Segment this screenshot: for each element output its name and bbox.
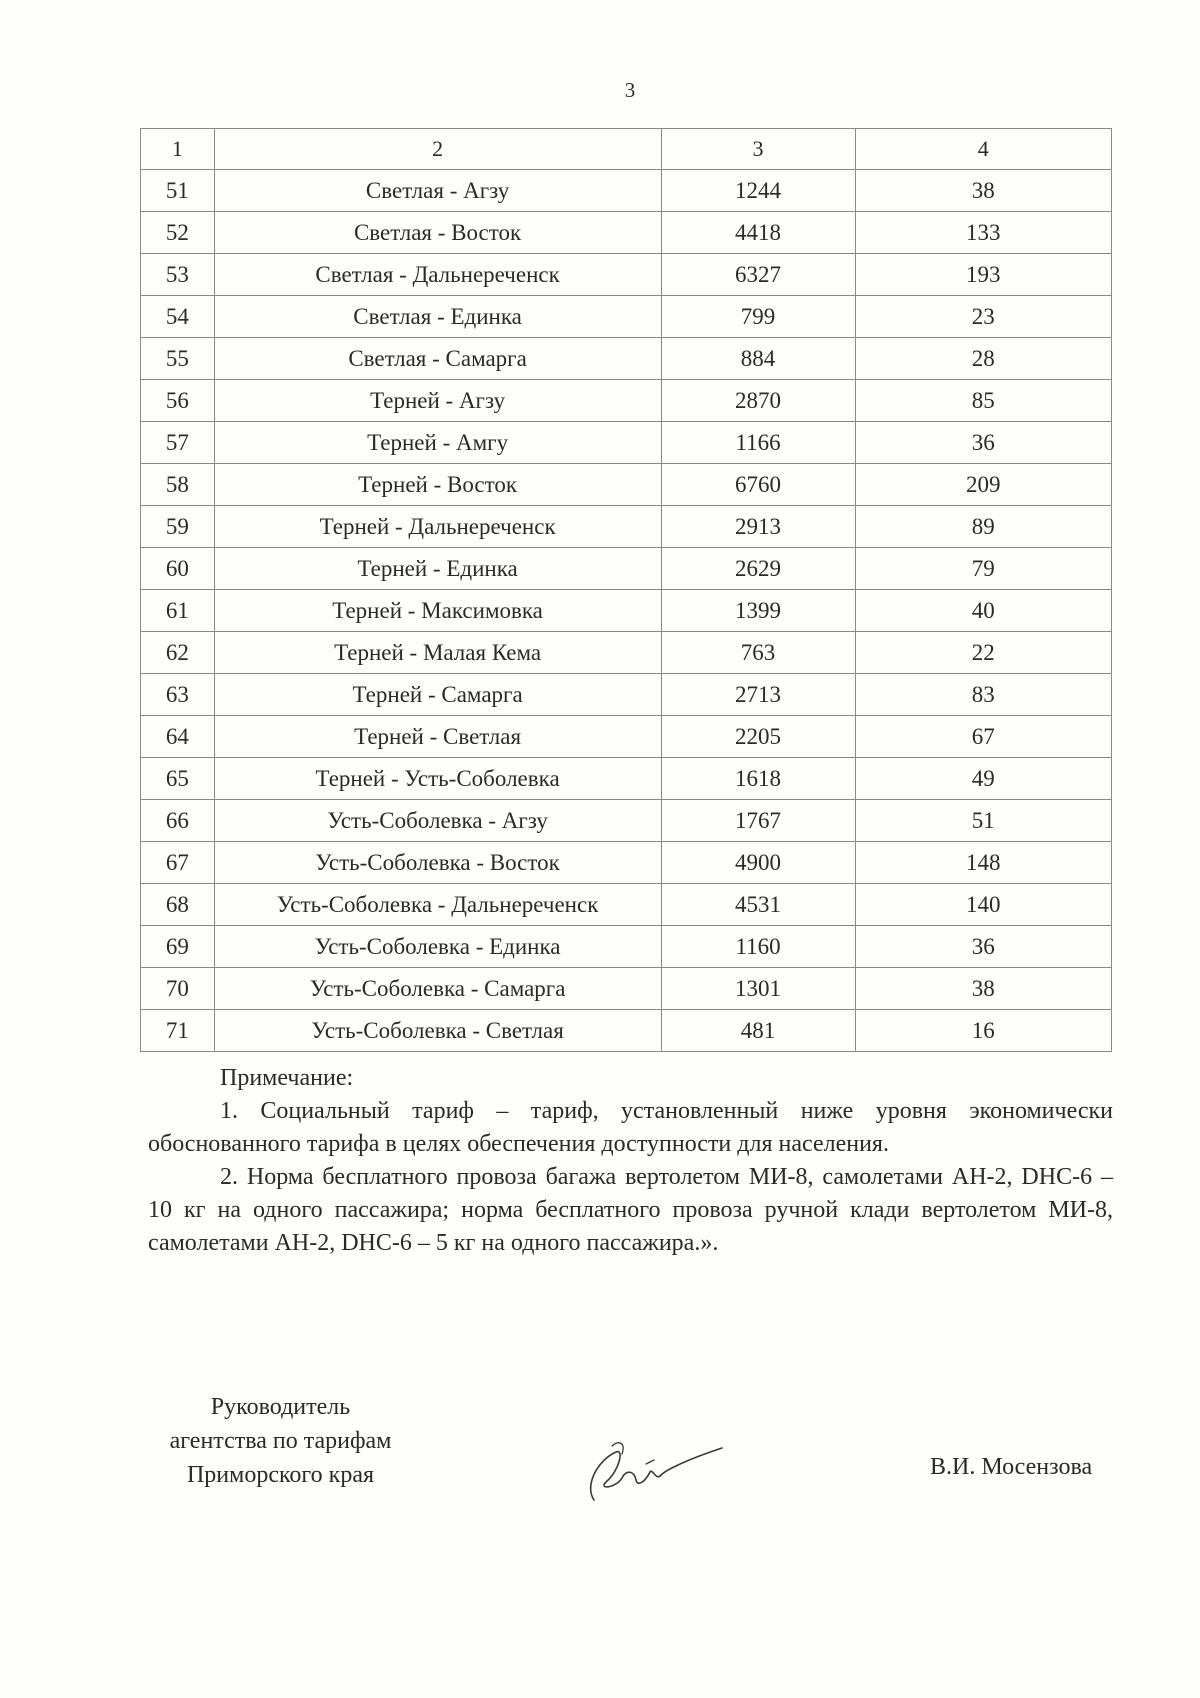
social-tariff-cell: 89 xyxy=(855,506,1111,548)
route-cell: Терней - Светлая xyxy=(214,716,661,758)
social-tariff-cell: 49 xyxy=(855,758,1111,800)
signatory-position xyxy=(148,1390,413,1492)
tariff-cell: 1160 xyxy=(661,926,855,968)
table-row xyxy=(141,254,1112,296)
route-cell: Терней - Малая Кема xyxy=(214,632,661,674)
table-row xyxy=(141,926,1112,968)
route-cell: Усть-Соболевка - Восток xyxy=(214,842,661,884)
tariff-cell: 1301 xyxy=(661,968,855,1010)
row-number-cell: 56 xyxy=(141,380,215,422)
position-line: Приморского края xyxy=(186,1462,375,1488)
tariff-cell: 2713 xyxy=(661,674,855,716)
tariff-cell: 4531 xyxy=(661,884,855,926)
row-number-cell: 65 xyxy=(141,758,215,800)
tariff-cell: 1618 xyxy=(661,758,855,800)
header-cell: 4 xyxy=(855,129,1111,170)
table-row xyxy=(141,632,1112,674)
table-row xyxy=(141,170,1112,212)
row-number-cell: 58 xyxy=(141,464,215,506)
tariff-cell: 1399 xyxy=(661,590,855,632)
row-number-cell: 69 xyxy=(141,926,215,968)
route-cell: Светлая - Самарга xyxy=(214,338,661,380)
header-cell: 2 xyxy=(214,129,661,170)
social-tariff-cell: 38 xyxy=(855,968,1111,1010)
route-cell: Терней - Восток xyxy=(214,464,661,506)
row-number-cell: 51 xyxy=(141,170,215,212)
header-cell: 1 xyxy=(141,129,215,170)
route-cell: Светлая - Агзу xyxy=(214,170,661,212)
tariff-cell: 481 xyxy=(661,1010,855,1052)
social-tariff-cell: 36 xyxy=(855,422,1111,464)
note-item-1: 1. Социальный тариф – тариф, установленный ниже уровня экономически обоснованного тарифа в целях обеспечения доступности для населения. xyxy=(148,1098,1113,1157)
row-number-cell: 61 xyxy=(141,590,215,632)
tariff-cell: 1244 xyxy=(661,170,855,212)
route-cell: Терней - Амгу xyxy=(214,422,661,464)
handwritten-signature xyxy=(576,1430,726,1510)
row-number-cell: 62 xyxy=(141,632,215,674)
row-number-cell: 57 xyxy=(141,422,215,464)
tariff-table xyxy=(140,128,1112,1052)
table-row xyxy=(141,590,1112,632)
route-cell: Усть-Соболевка - Самарга xyxy=(214,968,661,1010)
tariff-cell: 2629 xyxy=(661,548,855,590)
route-cell: Терней - Усть-Соболевка xyxy=(214,758,661,800)
row-number-cell: 68 xyxy=(141,884,215,926)
route-cell: Терней - Максимовка xyxy=(214,590,661,632)
social-tariff-cell: 38 xyxy=(855,170,1111,212)
tariff-cell: 2205 xyxy=(661,716,855,758)
row-number-cell: 52 xyxy=(141,212,215,254)
route-cell: Усть-Соболевка - Агзу xyxy=(214,800,661,842)
table-row xyxy=(141,212,1112,254)
table-row xyxy=(141,800,1112,842)
social-tariff-cell: 22 xyxy=(855,632,1111,674)
tariff-cell: 1166 xyxy=(661,422,855,464)
tariff-cell: 2870 xyxy=(661,380,855,422)
table-row xyxy=(141,422,1112,464)
row-number-cell: 64 xyxy=(141,716,215,758)
social-tariff-cell: 16 xyxy=(855,1010,1111,1052)
social-tariff-cell: 140 xyxy=(855,884,1111,926)
table-row xyxy=(141,380,1112,422)
route-cell: Светлая - Единка xyxy=(214,296,661,338)
social-tariff-cell: 83 xyxy=(855,674,1111,716)
tariff-cell: 4418 xyxy=(661,212,855,254)
route-cell: Светлая - Восток xyxy=(214,212,661,254)
position-line: агентства по тарифам xyxy=(169,1428,392,1454)
table-row xyxy=(141,674,1112,716)
position-line: Руководитель xyxy=(210,1394,351,1420)
table-row xyxy=(141,506,1112,548)
table-row xyxy=(141,548,1112,590)
row-number-cell: 60 xyxy=(141,548,215,590)
table-row xyxy=(141,716,1112,758)
table-row xyxy=(141,296,1112,338)
header-cell: 3 xyxy=(661,129,855,170)
social-tariff-cell: 28 xyxy=(855,338,1111,380)
social-tariff-cell: 209 xyxy=(855,464,1111,506)
row-number-cell: 53 xyxy=(141,254,215,296)
row-number-cell: 70 xyxy=(141,968,215,1010)
tariff-cell: 1767 xyxy=(661,800,855,842)
social-tariff-cell: 51 xyxy=(855,800,1111,842)
table-row xyxy=(141,842,1112,884)
row-number-cell: 67 xyxy=(141,842,215,884)
route-cell: Терней - Единка xyxy=(214,548,661,590)
table-row xyxy=(141,338,1112,380)
tariff-cell: 6760 xyxy=(661,464,855,506)
social-tariff-cell: 133 xyxy=(855,212,1111,254)
social-tariff-cell: 40 xyxy=(855,590,1111,632)
table-row xyxy=(141,1010,1112,1052)
social-tariff-cell: 193 xyxy=(855,254,1111,296)
route-cell: Терней - Дальнереченск xyxy=(214,506,661,548)
row-number-cell: 63 xyxy=(141,674,215,716)
notes-title: Примечание: xyxy=(220,1065,354,1091)
social-tariff-cell: 79 xyxy=(855,548,1111,590)
tariff-cell: 799 xyxy=(661,296,855,338)
row-number-cell: 71 xyxy=(141,1010,215,1052)
social-tariff-cell: 36 xyxy=(855,926,1111,968)
tariff-cell: 763 xyxy=(661,632,855,674)
tariff-cell: 884 xyxy=(661,338,855,380)
social-tariff-cell: 85 xyxy=(855,380,1111,422)
route-cell: Терней - Агзу xyxy=(214,380,661,422)
table-row xyxy=(141,884,1112,926)
table-row xyxy=(141,968,1112,1010)
row-number-cell: 55 xyxy=(141,338,215,380)
row-number-cell: 54 xyxy=(141,296,215,338)
table-row xyxy=(141,758,1112,800)
tariff-cell: 4900 xyxy=(661,842,855,884)
route-cell: Усть-Соболевка - Дальнереченск xyxy=(214,884,661,926)
social-tariff-cell: 148 xyxy=(855,842,1111,884)
route-cell: Усть-Соболевка - Единка xyxy=(214,926,661,968)
row-number-cell: 59 xyxy=(141,506,215,548)
tariff-cell: 2913 xyxy=(661,506,855,548)
tariff-cell: 6327 xyxy=(661,254,855,296)
social-tariff-cell: 23 xyxy=(855,296,1111,338)
table-row xyxy=(141,464,1112,506)
social-tariff-cell: 67 xyxy=(855,716,1111,758)
signatory-name: В.И. Мосензова xyxy=(930,1454,1093,1480)
table-header-row xyxy=(141,129,1112,170)
notes-section xyxy=(148,1062,1113,1260)
row-number-cell: 66 xyxy=(141,800,215,842)
route-cell: Усть-Соболевка - Светлая xyxy=(214,1010,661,1052)
route-cell: Светлая - Дальнереченск xyxy=(214,254,661,296)
page-number: 3 xyxy=(624,78,636,102)
route-cell: Терней - Самарга xyxy=(214,674,661,716)
note-item-2: 2. Норма бесплатного провоза багажа вертолетом МИ-8, самолетами АН-2, DHC-6 – 10 кг на одного пассажира; норма бесплатного провоза ручной клади вертолетом МИ-8, самолетами АН-2, DHC-6 – 5 кг на одного пассажира.». xyxy=(148,1164,1113,1256)
